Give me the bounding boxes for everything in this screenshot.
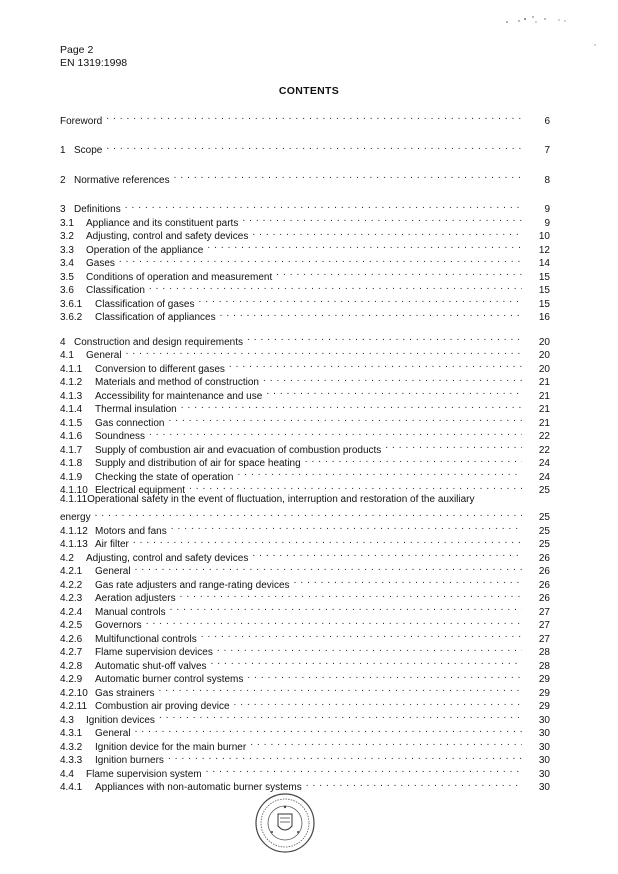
toc-page-number: 25	[538, 525, 550, 537]
toc-dot-leader	[168, 750, 522, 764]
toc-entry-number: 4.2	[60, 552, 74, 564]
toc-dot-leader	[149, 280, 522, 294]
toc-dot-leader	[189, 480, 522, 494]
toc-entry-title: Conversion to different gases	[95, 363, 225, 375]
toc-page-number: 6	[544, 115, 550, 127]
toc-dot-leader	[252, 547, 522, 561]
toc-dot-leader	[201, 628, 522, 642]
toc-entry-title: Operation of the appliance	[86, 244, 204, 256]
toc-entry-number: 4.1.9	[60, 471, 83, 483]
toc-entry	[60, 331, 550, 348]
toc-dot-leader	[234, 696, 522, 710]
toc-dot-leader	[146, 615, 522, 629]
toc-entry-number: 4.4.1	[60, 782, 83, 793]
toc-entry-number: 3.6	[60, 285, 74, 296]
toc-entry-title: Electrical equipment	[95, 485, 186, 496]
toc-dot-leader	[217, 642, 522, 656]
toc-page-number: 29	[538, 674, 550, 685]
toc-entry-number: 4.4	[60, 768, 74, 780]
toc-entry-number: 4.2.9	[60, 674, 83, 685]
toc-page-number: 21	[538, 377, 550, 388]
toc-entry-number: 4.1.4	[60, 404, 83, 415]
toc-entry-number: 4.2.7	[60, 647, 83, 658]
toc-entry	[60, 266, 550, 283]
toc-dot-leader	[242, 212, 522, 226]
toc-dot-leader	[149, 426, 522, 440]
standard-reference: EN 1319:1998	[60, 57, 128, 69]
toc-entry-number: 4.1.11	[60, 494, 88, 505]
toc-page-number: 15	[538, 298, 550, 310]
toc-page-number: 22	[538, 444, 550, 456]
toc-entry-title: Definitions	[74, 204, 121, 215]
toc-entry	[60, 110, 550, 127]
toc-entry-title: Foreword	[60, 115, 103, 127]
toc-page-number: 14	[538, 258, 550, 269]
toc-dot-leader	[106, 140, 522, 154]
toc-page-number: 24	[538, 471, 550, 483]
toc-dot-leader	[229, 358, 522, 372]
toc-entry-title: Ignition burners	[95, 755, 164, 766]
toc-page-number: 20	[538, 350, 550, 361]
toc-page-number: 21	[538, 390, 550, 402]
toc-dot-leader	[169, 412, 523, 426]
toc-page-number: 25	[538, 485, 550, 496]
toc-entry-title: Thermal insulation	[95, 404, 177, 415]
toc-entry-number: 4.2.5	[60, 620, 83, 631]
toc-page-number: 28	[538, 647, 550, 658]
toc-page-number: 8	[544, 174, 550, 186]
toc-entry-number: 3.2	[60, 231, 74, 242]
toc-page-number: 20	[538, 363, 550, 375]
toc-entry-number: 4.1.5	[60, 417, 83, 429]
toc-entry-title: Materials and method of construction	[95, 377, 259, 388]
toc-entry-number: 3.4	[60, 258, 74, 269]
toc-entry-number: 4.3	[60, 714, 74, 726]
toc-dot-leader	[247, 669, 522, 683]
toc-page-number: 28	[538, 660, 550, 672]
toc-entry-title: Ignition devices	[86, 714, 155, 726]
toc-dot-leader	[206, 763, 522, 777]
toc-entry-title: Automatic burner control systems	[95, 674, 244, 685]
toc-dot-leader	[158, 682, 522, 696]
toc-entry-title: Adjusting, control and safety devices	[86, 231, 249, 242]
toc-entry-title: Manual controls	[95, 606, 166, 618]
toc-entry-number: 3.6.2	[60, 312, 83, 323]
toc-entry-number: 3.6.1	[60, 298, 83, 310]
toc-entry	[60, 253, 550, 267]
toc-entry-title: Appliances with non-automatic burner systems	[95, 782, 302, 793]
toc-dot-leader	[207, 239, 522, 253]
toc-dot-leader	[133, 534, 522, 548]
toc-entry-number: 4.1.7	[60, 444, 83, 456]
toc-entry-number: 4.1	[60, 350, 74, 361]
toc-page-number: 16	[538, 312, 550, 323]
toc-page-number: 22	[538, 431, 550, 442]
toc-entry-title: Classification of gases	[95, 298, 195, 310]
toc-entry-title: Checking the state of operation	[95, 471, 234, 483]
toc-entry-number: 4.1.8	[60, 458, 83, 469]
toc-entry-title: Supply of combustion air and evacuation of combustion products	[95, 444, 382, 456]
toc-page-number: 9	[544, 204, 550, 215]
toc-dot-leader	[306, 777, 522, 791]
toc-page-number: 29	[538, 687, 550, 699]
toc-entry-number: 4.2.8	[60, 660, 83, 672]
toc-entry-title: Motors and fans	[95, 525, 167, 537]
toc-entry-number: 4.3.2	[60, 741, 83, 753]
toc-page-number: 27	[538, 606, 550, 618]
toc-entry-number: 1	[60, 145, 66, 156]
toc-entry	[60, 199, 550, 213]
toc-entry-title: Scope	[74, 145, 103, 156]
toc-entry-number: 4.2.10	[60, 687, 88, 699]
toc-entry-number: 4.1.1	[60, 363, 83, 375]
toc-page-number: 12	[538, 244, 550, 256]
toc-entry-number: 3.5	[60, 271, 74, 283]
toc-dot-leader	[135, 723, 522, 737]
toc-dot-leader	[276, 266, 522, 280]
toc-entry-number: 4.1.6	[60, 431, 83, 442]
toc-dot-leader	[181, 399, 522, 413]
toc-dot-leader	[385, 439, 522, 453]
toc-entry-title: General	[95, 728, 131, 739]
toc-entry-title: Multifunctional controls	[95, 633, 197, 645]
toc-entry	[60, 212, 550, 229]
toc-entry-title: Operational safety in the event of fluctuation, interruption and restoration of the auxiliary	[87, 494, 475, 505]
toc-page-number: 30	[538, 755, 550, 766]
toc-entry-number: 4.1.3	[60, 390, 83, 402]
library-stamp-seal	[254, 792, 316, 854]
toc-dot-leader	[252, 226, 522, 240]
toc-page-number: 30	[538, 714, 550, 726]
toc-page-number: 24	[538, 458, 550, 469]
toc-dot-leader	[247, 331, 522, 345]
toc-entry-number: 4.1.12	[60, 525, 88, 537]
toc-dot-leader	[135, 561, 522, 575]
toc-entry-number: 4	[60, 336, 66, 348]
toc-dot-leader	[125, 199, 522, 213]
toc-entry-title: Gas connection	[95, 417, 165, 429]
toc-page-number: 25	[538, 539, 550, 550]
toc-dot-leader	[180, 588, 522, 602]
toc-page-number: 10	[538, 231, 550, 242]
toc-dot-leader	[174, 169, 522, 183]
toc-entry	[60, 547, 550, 564]
toc-entry-title: Aeration adjusters	[95, 593, 176, 604]
toc-entry-number: 4.3.3	[60, 755, 83, 766]
toc-dot-leader	[119, 253, 522, 267]
toc-entry-number: 4.2.11	[60, 701, 88, 712]
toc-entry	[60, 358, 550, 375]
toc-entry-title: Classification	[86, 285, 145, 296]
toc-entry	[60, 507, 550, 521]
scan-speckles	[505, 8, 605, 48]
toc-dot-leader	[126, 345, 522, 359]
toc-entry-title: Conditions of operation and measurement	[86, 271, 273, 283]
toc-entry-title: Soundness	[95, 431, 146, 442]
toc-entry-number: 4.1.2	[60, 377, 83, 388]
toc-dot-leader	[199, 293, 523, 307]
toc-entry-title: Automatic shut-off valves	[95, 660, 207, 672]
toc-entry	[60, 345, 550, 359]
toc-entry-number: 2	[60, 174, 66, 186]
toc-entry-title: Air filter	[95, 539, 129, 550]
toc-entry-title-continuation: energy	[60, 512, 91, 523]
toc-page-number: 15	[538, 271, 550, 283]
toc-entry-title: Flame supervision devices	[95, 647, 213, 658]
toc-entry-title: Normative references	[74, 174, 170, 186]
toc-dot-leader	[263, 372, 522, 386]
toc-entry-title: General	[86, 350, 122, 361]
toc-page-number: 21	[538, 417, 550, 429]
toc-page-number: 27	[538, 633, 550, 645]
toc-entry-title: Gas strainers	[95, 687, 155, 699]
toc-entry-number: 4.1.13	[60, 539, 88, 550]
toc-entry-title: Governors	[95, 620, 142, 631]
toc-dot-leader	[250, 736, 522, 750]
toc-entry-title: Construction and design requirements	[74, 336, 243, 348]
toc-entry	[60, 534, 550, 548]
toc-dot-leader	[266, 385, 522, 399]
toc-entry-number: 4.1.10	[60, 485, 88, 496]
toc-entry	[60, 140, 550, 154]
contents-title: CONTENTS	[278, 85, 340, 97]
toc-entry-number: 4.2.1	[60, 566, 83, 577]
toc-dot-leader	[170, 601, 522, 615]
toc-entry-title: Supply and distribution of air for space heating	[95, 458, 301, 469]
toc-entry-number: 4.2.3	[60, 593, 83, 604]
toc-page-number: 26	[538, 593, 550, 604]
toc-dot-leader	[211, 655, 522, 669]
toc-entry-number: 4.2.4	[60, 606, 83, 618]
toc-page-number: 30	[538, 768, 550, 780]
toc-entry-title: Adjusting, control and safety devices	[86, 552, 249, 564]
toc-entry-number: 4.3.1	[60, 728, 83, 739]
toc-dot-leader	[305, 453, 522, 467]
toc-entry-title: Appliance and its constituent parts	[86, 217, 239, 229]
toc-page-number: 20	[538, 336, 550, 348]
toc-page-number: 26	[538, 579, 550, 591]
toc-page-number: 26	[538, 552, 550, 564]
toc-page-number: 7	[544, 145, 550, 156]
toc-dot-leader	[171, 520, 522, 534]
toc-page-number: 26	[538, 566, 550, 577]
toc-entry-number: 3.1	[60, 217, 74, 229]
toc-entry-number: 4.2.6	[60, 633, 83, 645]
toc-page-number: 21	[538, 404, 550, 415]
toc-dot-leader	[159, 709, 522, 723]
toc-dot-leader	[95, 507, 522, 521]
toc-entry-title: Classification of appliances	[95, 312, 216, 323]
page-number: Page 2	[60, 44, 94, 56]
page-header	[60, 44, 127, 70]
toc-entry-number: 4.2.2	[60, 579, 83, 591]
toc-page-number: 30	[538, 741, 550, 753]
toc-page-number: 30	[538, 728, 550, 739]
toc-entry-title: Accessibility for maintenance and use	[95, 390, 263, 402]
toc-entry-title: General	[95, 566, 131, 577]
toc-entry-number: 3.3	[60, 244, 74, 256]
toc-page-number: 9	[544, 217, 550, 229]
toc-entry-title: Ignition device for the main burner	[95, 741, 247, 753]
toc-page-number: 27	[538, 620, 550, 631]
toc-entry-title: Gas rate adjusters and range-rating devices	[95, 579, 290, 591]
toc-dot-leader	[220, 307, 522, 321]
toc-entry-title: Combustion air proving device	[95, 701, 230, 712]
toc-page-number: 30	[538, 782, 550, 793]
toc-entry-number: 3	[60, 204, 66, 215]
toc-page-number: 15	[538, 285, 550, 296]
toc-entry-title: Gases	[86, 258, 115, 269]
toc-entry-title: Flame supervision system	[86, 768, 202, 780]
table-of-contents	[60, 110, 550, 793]
toc-entry	[60, 520, 550, 537]
toc-entry	[60, 169, 550, 186]
toc-dot-leader	[294, 574, 522, 588]
toc-page-number: 25	[538, 512, 550, 523]
toc-entry-wrapped	[60, 493, 550, 507]
toc-page-number: 29	[538, 701, 550, 712]
toc-dot-leader	[237, 466, 522, 480]
toc-dot-leader	[106, 110, 522, 124]
